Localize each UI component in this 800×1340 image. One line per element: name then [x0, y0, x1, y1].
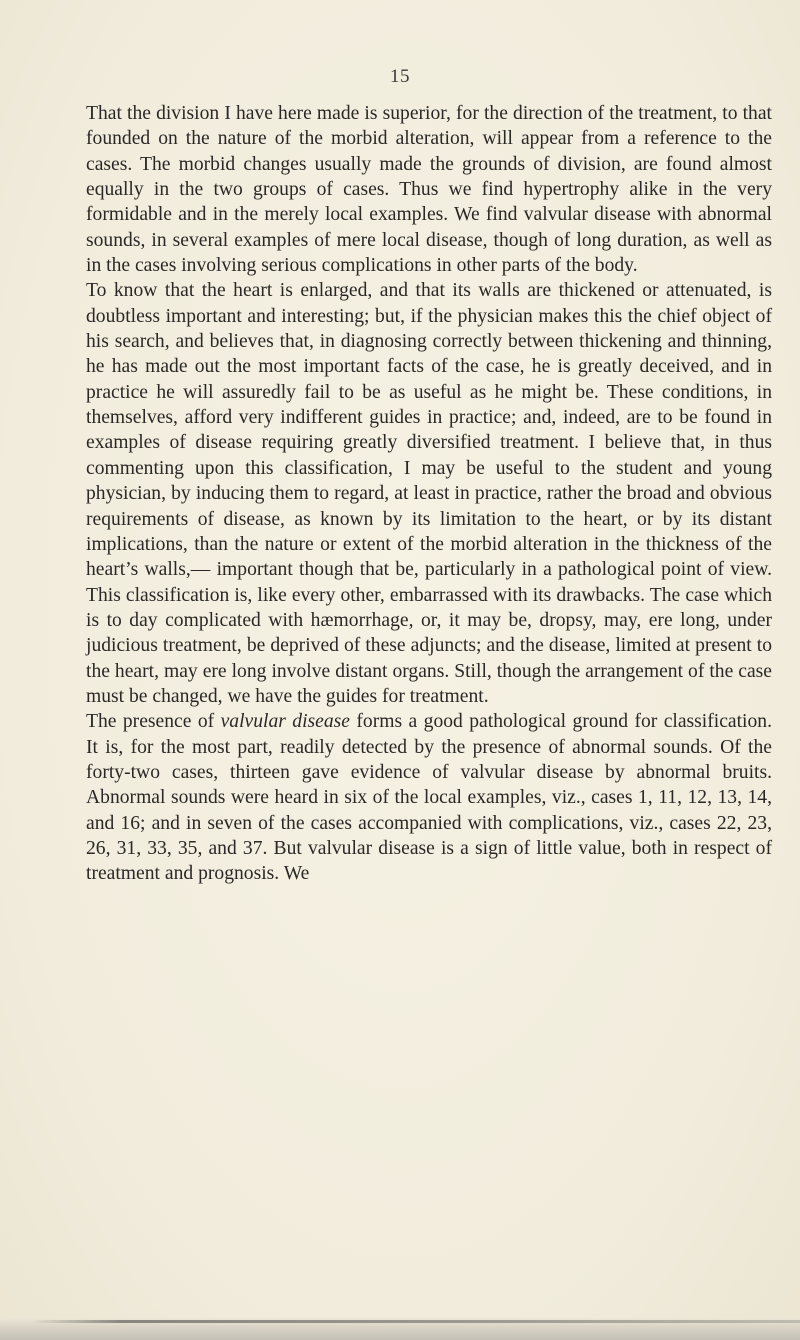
paragraph-1	[86, 101, 772, 278]
paragraph-3-text-start: The presence of	[86, 711, 221, 733]
valvular-disease-emphasis: valvular disease	[220, 711, 350, 733]
page-number: 15	[390, 66, 410, 87]
page-bottom-rule	[30, 1320, 800, 1323]
paragraph-2	[86, 278, 772, 709]
paragraph-3	[86, 709, 772, 886]
paragraph-3-text-end: forms a good pathological ground for classification. It is, for the most part, readily detected by the presence of abnormal sounds. Of the forty-two cases, thirteen gave evidence of valvular disease by abnormal bruits. Abnormal sounds were heard in six of the local examples, viz., cases 1, 11, 12, 13, 14, and 16; and in seven of the cases accompanied with complications, viz., cases 22, 23, 26, 31, 33, 35, and 37. But valvular disease is a sign of little value, both in respect of treatment and prognosis. We	[86, 711, 772, 885]
body-text	[86, 101, 772, 887]
paragraph-2-text: To know that the heart is enlarged, and that its walls are thickened or attenuated, is doubtless important and interesting; but, if the physician makes this the chief object of his search, and believes that, in diagnosing correctly between thickening and thinning, he has made out the most important facts of the case, he is greatly deceived, and in practice he will assuredly fail to be as useful as he might be. These conditions, in themselves, afford very indifferent guides in practice; and, indeed, are to be found in examples of disease requiring greatly diversified treatment. I believe that, in thus commenting upon this classification, I may be useful to the student and young physician, by inducing them to regard, at least in practice, rather the broad and obvious requirements of disease, as known by its limitation to the heart, or by its distant implications, than the nature or extent of the morbid alteration in the thickness of the heart’s walls,— important though that be, particularly in a pathological point of view. This classification is, like every other, embarrassed with its drawbacks. The case which is to day complicated with hæmorrhage, or, it may be, dropsy, may, ere long, under judicious treatment, be deprived of these adjuncts; and the disease, limited at present to the heart, may ere long involve distant organs. Still, though the arrangement of the case must be changed, we have the guides for treatment.	[86, 280, 772, 707]
paragraph-1-text: That the division I have here made is superior, for the direction of the treatment, to that founded on the nature of the morbid alteration, will appear from a reference to the cases. The morbid changes usually made the grounds of division, are found almost equally in the two groups of cases. Thus we find hypertrophy alike in the very formidable and in the merely local examples. We find valvular disease with abnormal sounds, in several examples of mere local disease, though of long duration, as well as in the cases involving serious complications in other parts of the body.	[86, 103, 772, 277]
